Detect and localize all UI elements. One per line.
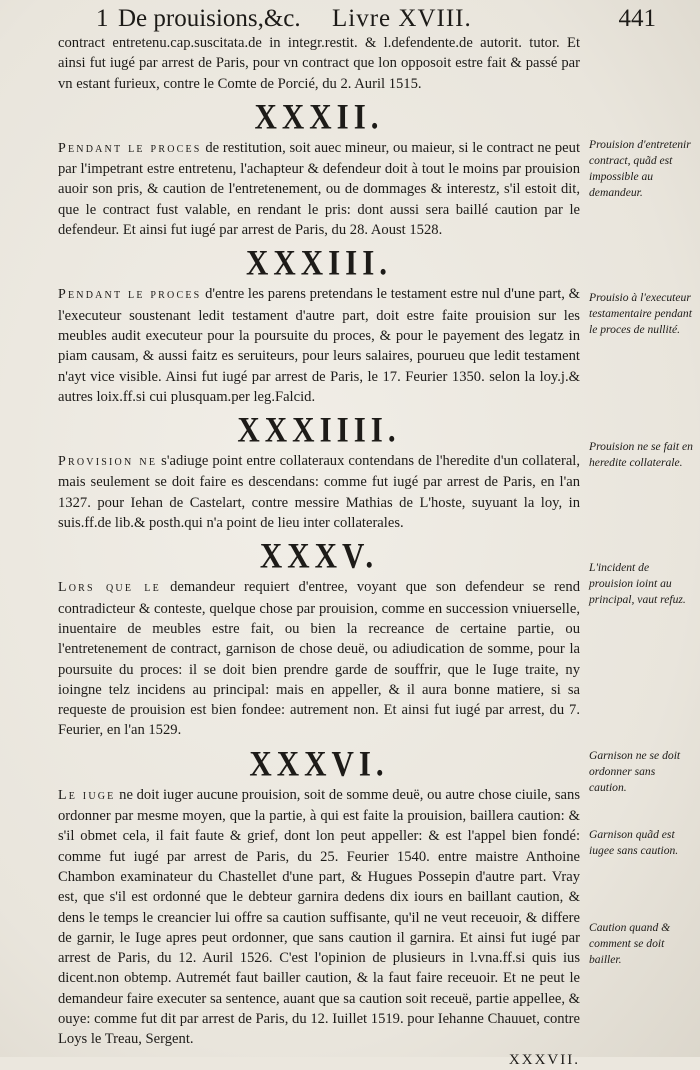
section-paragraph-32 [58,138,580,240]
section-paragraph-36 [58,785,580,1050]
margin-note-text: Caution quand & comment se doit bailler. [589,921,671,966]
header-folio-left: 1 [96,5,109,32]
margin-note-2 [589,290,693,338]
margin-note-text: Prouisio à l'executeur testamentaire pendant le proces de nullité. [589,291,692,336]
margin-note-5 [589,748,693,796]
section-text-35: demandeur requiert d'entree, voyant que son defendeur se rend contradicteur & conteste, quelque chose par prouision, comme en succession vniuerselle, inuentaire de meubles estre fait, ou bien la recreance de certaine partie, ou l'entretenement de contract, garnison de chose deuë, ou adiudication de somme, pour la poursuite du proces: il se doit bien prendre garde de souffrir, que le Iuge traite, ny ioingne telz incidens au principal: mais en appeller, & il aura bonne matiere, si sa requeste de prouision est bien fondee: autrement non. Et ainsi fut iugé par arrest, du 7. Feurier, en l'an 1529. [58,579,580,739]
section-text-33: d'entre les parens pretendans le testament estre nul d'une part, & l'executeur soustenant ledit testament d'autre part, doit estre faite prouision sur les meubles audit executeur pour la poursuite du proces, & pour le payement des legatz in piam causam, & aussi faitz es seruiteurs, pour leurs salaires, pourueu que ledit testament n'ayt vice visible. Ainsi fut iugé par arrest de Paris, le 17. Feurier 1350. selon la loy.j.& autres loix.ff.si cui plusquam.per leg.Falcid. [58,286,580,405]
section-text-36: ne doit iuger aucune prouision, soit de somme deuë, ou autre chose ciuile, sans ordonner par mesme moyen, que la partie, à qui est faite la prouision, baillera caution: & s'il obmet cela, il fait faute & grief, dont lon peut appeller: & est l'appel bien fondé: comme fut iugé par arrest de Paris, du 25. Feurier 1540. entre maistre Anthoine Chambon examinateur du Chastellet d'une part, & Hugues Possepin d'autre part. Vray est, que s'il est ordonné que le debteur garnira dedens dix iours en baillant caution, & dens le temps le creancier lui offre sa caution suffisante, qu'il ne veut receuoir, & differe de garnir, le Iuge apres peut ordonner, que sans caution il garnira. Et ainsi fut iugé par arrest de Paris, du 12. Auril 1526. C'est l'opinion de plusieurs in l.vna.ff.si quis ius dicent.non obtemp. Autremét faut bailler caution, & la faut faire receuoir. Et ne peut le demandeur faire executer sa sentence, auant que sa caution soit receuë, partie appellee, & ouye: comme fut dit par arrest de Paris, du 12. Iuillet 1519. pour Iehanne Chauuet, contre Loys le Treau, Sergent. [58,786,580,1048]
margin-note-text: Prouision d'entretenir contract, quãd est impossible au demandeur. [589,138,691,199]
section-lead-34: Provision ne [58,454,158,470]
margin-note-text: Garnison ne se doit ordonner sans caution. [589,749,681,794]
margin-note-text: L'incident de prouision ioint au principal, vaut refuz. [589,561,686,606]
section-heading-34: XXXIIII. [237,409,401,450]
intro-paragraph: contract entretenu.cap.suscitata.de in integr.restit. & l.defendente.de autorit. tutor. Et ainsi fut iugé par arrest de Paris, pour vn contract que lon opposoit estre fait & passé par vn estant furieux, contre le Comte de Porcié, du 2. Auril 1515. [58,35,580,92]
section-paragraph-34 [58,451,580,533]
margin-note-7 [589,920,693,968]
section-paragraph-33 [58,284,580,407]
margin-note-text: Garnison quãd est iugee sans caution. [589,828,679,857]
catchword: XXXVII. [508,1051,580,1068]
section-heading-35: XXXV. [259,535,379,576]
section-lead-32: Pendant le proces [58,140,202,156]
section-text-34: s'adiuge point entre collateraux contendans de l'heredite d'un collateral, mais seulement se doit faire es descendans: comme fut iugé par arrest de Paris, en l'an 1327. pour Iehan de Castelart, contre messire Mathias de L'hoste, suyuant la loy, in suis.ff.de lib.& posth.qui n'a point de lieu inter collaterales. [58,453,580,532]
section-lead-35: Lors que le [58,580,161,596]
margin-note-4 [589,560,693,608]
section-heading-33: XXXIII. [245,242,393,283]
margin-note-3 [589,439,693,471]
page-header [96,4,656,34]
section-lead-36: Le iuge [58,787,116,803]
section-lead-33: Pendant le proces [58,287,202,303]
margin-note-text: Prouision ne se fait en heredite collaterale. [589,440,693,469]
main-text [58,33,580,1070]
section-text-32: de restitution, soit auec mineur, ou maieur, si le contract ne peut par l'impetrant estre entretenu, l'achapteur & defendeur doit à tout le moins par prouision auoir son pris, & caution de l'entretenement, ou de dommages & interestz, s'il estoit dit, que le contract fust valable, en rendant le pris: dont aussi sera baillé caution par le defendeur. Et ainsi fut iugé par arrest de Paris, du 28. Aoust 1528. [58,139,580,239]
page-number: 441 [618,5,656,32]
section-heading-36: XXXVI. [249,743,389,784]
section-heading-32: XXXII. [254,96,384,137]
margin-note-1 [589,137,693,201]
margin-note-6 [589,827,693,859]
book-label: Livre XVIII. [332,5,472,32]
section-paragraph-35 [58,577,580,740]
running-title: De prouisions,&c. [118,5,301,32]
